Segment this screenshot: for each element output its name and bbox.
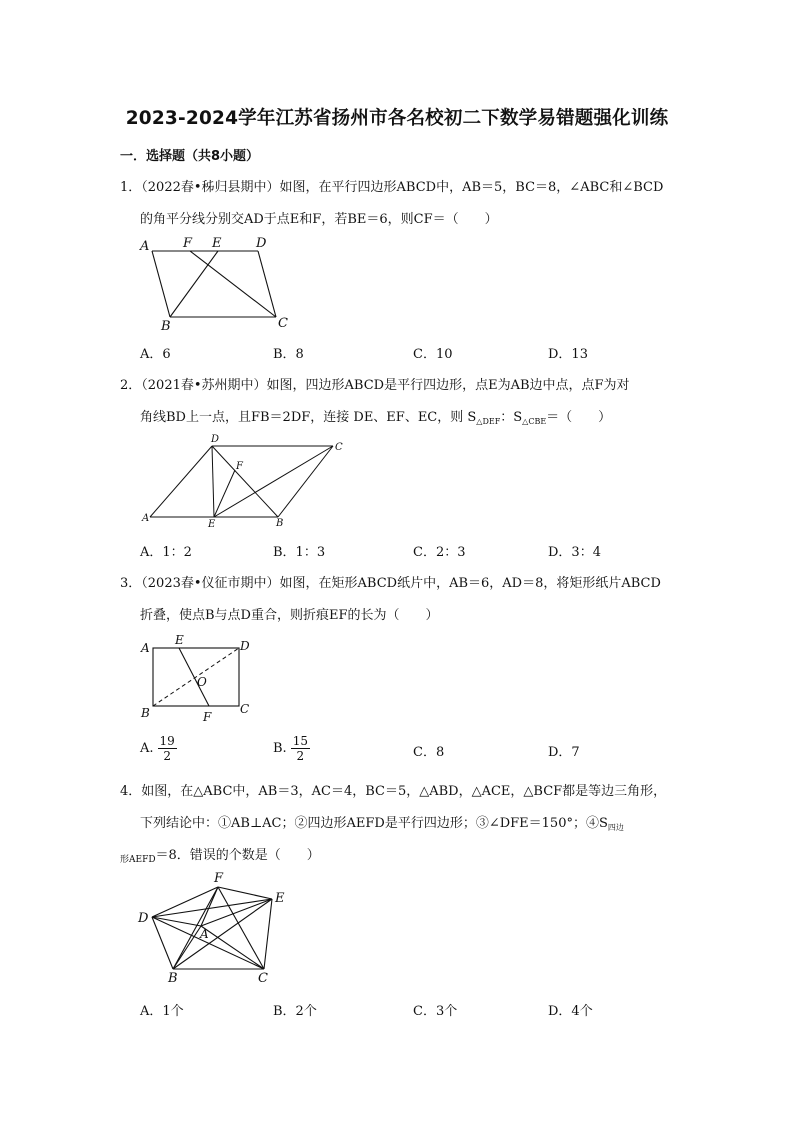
q2-option-b[interactable]: B．1：3 <box>273 545 326 560</box>
q3-option-a[interactable]: A. $\frac{19}{2}$ <box>140 734 175 763</box>
q3-figure <box>137 630 262 725</box>
q4-label-d: D <box>138 911 149 926</box>
page-title: 2023-2024学年江苏省扬州市各名校初二下数学易错题强化训练 <box>125 108 669 129</box>
section-heading: 一．选择题（共8小题） <box>120 149 260 164</box>
q2-label-f: F <box>236 461 243 472</box>
q4-line3: $_{形AEFD}$＝8．错误的个数是（ ） <box>120 848 320 865</box>
q2-option-d[interactable]: D．3：4 <box>548 545 601 560</box>
q2-option-c[interactable]: C．2：3 <box>413 545 466 560</box>
q2-label-c: C <box>335 442 343 453</box>
q3-label-b: B <box>141 706 150 720</box>
q1-label-c: C <box>278 316 288 331</box>
q1-label-f: F <box>183 236 193 251</box>
q3-line1: 3．（2023春•仪征市期中）如图，在矩形ABCD纸片中，AB＝6，AD＝8，将矩形纸片ABCD <box>120 576 661 591</box>
q4-line1: 4．如图，在△ABC中，AB＝3，AC＝4，BC＝5，△ABD，△ACE，△BCF都是等边三角形， <box>120 784 667 799</box>
q4-option-b[interactable]: B．2个 <box>273 1004 317 1019</box>
q2-line1: 2．（2021春•苏州期中）如图，四边形ABCD是平行四边形，点E为AB边中点，点F为对 <box>120 378 630 393</box>
q4-label-b: B <box>168 971 178 986</box>
q3-label-c: C <box>240 702 250 716</box>
q3-option-a-fraction: $\frac{19}{2}$ <box>159 734 175 763</box>
q3-option-b-fraction: $\frac{15}{2}$ <box>292 734 308 763</box>
q1-line2: 的角平分线分别交AD于点E和F，若BE＝6，则CF＝（ ） <box>140 212 498 227</box>
q4-label-a: A <box>200 927 209 941</box>
q1-option-a[interactable]: A．6 <box>140 347 171 362</box>
q4-option-a[interactable]: A．1个 <box>140 1004 184 1019</box>
q1-option-d[interactable]: D．13 <box>548 347 588 362</box>
q3-label-o: O <box>197 675 207 689</box>
q4-label-f: F <box>214 871 224 886</box>
q4-line2: 下列结论中：①AB⊥AC；②四边形AEFD是平行四边形；③∠DFE＝150°；$④S_{四边}$ <box>140 816 624 832</box>
q2-label-b: B <box>276 518 284 529</box>
q1-label-b: B <box>161 319 171 334</box>
q3-label-e: E <box>175 633 184 647</box>
q3-option-c[interactable]: C．8 <box>413 745 445 760</box>
q4-option-c[interactable]: C．3个 <box>413 1004 458 1019</box>
q1-label-d: D <box>256 236 267 251</box>
q1-line1: 1．（2022春•秭归县期中）如图，在平行四边形ABCD中，AB＝5，BC＝8，∠ABC和∠BCD <box>120 180 664 195</box>
q2-label-d: D <box>211 434 220 445</box>
q3-label-f: F <box>203 710 212 724</box>
q2-line2: 角线BD上一点，且FB＝2DF，连接 DE、EF、EC，则 $S_{\triangle DEF}$：$S_{\triangle CBE}=$（ ） <box>140 410 612 426</box>
q3-option-d[interactable]: D．7 <box>548 745 580 760</box>
q3-line2: 折叠，使点B与点D重合，则折痕EF的长为（ ） <box>140 608 439 623</box>
q2-label-e: E <box>208 519 216 530</box>
q4-label-e: E <box>275 891 285 906</box>
q4-figure <box>133 868 303 988</box>
q1-option-c[interactable]: C．10 <box>413 347 453 362</box>
q4-label-c: C <box>258 971 268 986</box>
q1-figure <box>130 230 300 335</box>
q1-label-e: E <box>212 236 222 251</box>
q2-label-a: A <box>142 513 150 524</box>
q1-label-a: A <box>140 239 150 254</box>
q2-figure <box>138 432 353 530</box>
q3-label-a: A <box>141 641 150 655</box>
q2-option-a[interactable]: A．1：2 <box>140 545 192 560</box>
q3-label-d: D <box>240 639 250 653</box>
q3-option-b[interactable]: B. $\frac{15}{2}$ <box>273 734 308 763</box>
q1-option-b[interactable]: B．8 <box>273 347 304 362</box>
q4-option-d[interactable]: D．4个 <box>548 1004 593 1019</box>
